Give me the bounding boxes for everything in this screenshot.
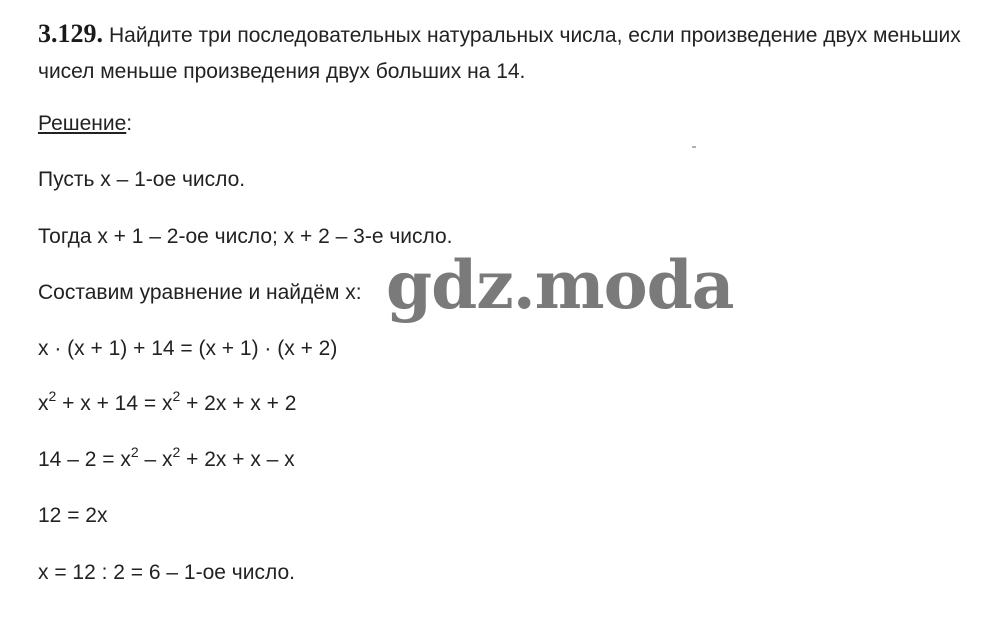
equation-line-1: х · (х + 1) + 14 = (х + 1) · (х + 2) (38, 337, 338, 360)
eq3-exponent-2: 2 (172, 444, 181, 460)
watermark-logo: gdz.moda (386, 246, 734, 324)
equation-line-4: 12 = 2х (38, 504, 108, 527)
solution-heading-colon: : (126, 112, 133, 135)
eq3-exponent-1: 2 (130, 444, 139, 460)
solution-line-2: Тогда х + 1 – 2-ое число; х + 2 – 3-е число. (38, 225, 453, 248)
eq3-part-e: + 2х + х – х (180, 448, 295, 471)
equation-line-3 (38, 444, 295, 472)
solution-heading: Решение (38, 112, 127, 135)
problem-statement (38, 16, 978, 89)
solution-heading-line (38, 112, 132, 136)
eq2-part-c: + х + 14 = х (56, 392, 173, 415)
problem-number: 3.129. (38, 19, 103, 48)
equation-line-2 (38, 388, 297, 416)
scan-speck (692, 146, 696, 148)
solution-line-3: Составим уравнение и найдём х: (38, 281, 362, 304)
eq3-part-a: 14 – 2 = х (38, 448, 131, 471)
eq3-part-c: – х (138, 448, 173, 471)
problem-text: Найдите три последовательных натуральных числа, если произведение двух меньших чисел меньше произведения двух больших на 14. (38, 24, 961, 83)
eq2-part-e: + 2х + х + 2 (180, 392, 297, 415)
eq2-exponent-2: 2 (172, 388, 181, 404)
equation-line-5: х = 12 : 2 = 6 – 1-ое число. (38, 561, 295, 584)
eq2-exponent-1: 2 (48, 388, 57, 404)
eq2-part-a: х (38, 392, 49, 415)
solution-line-1: Пусть х – 1-ое число. (38, 168, 246, 191)
